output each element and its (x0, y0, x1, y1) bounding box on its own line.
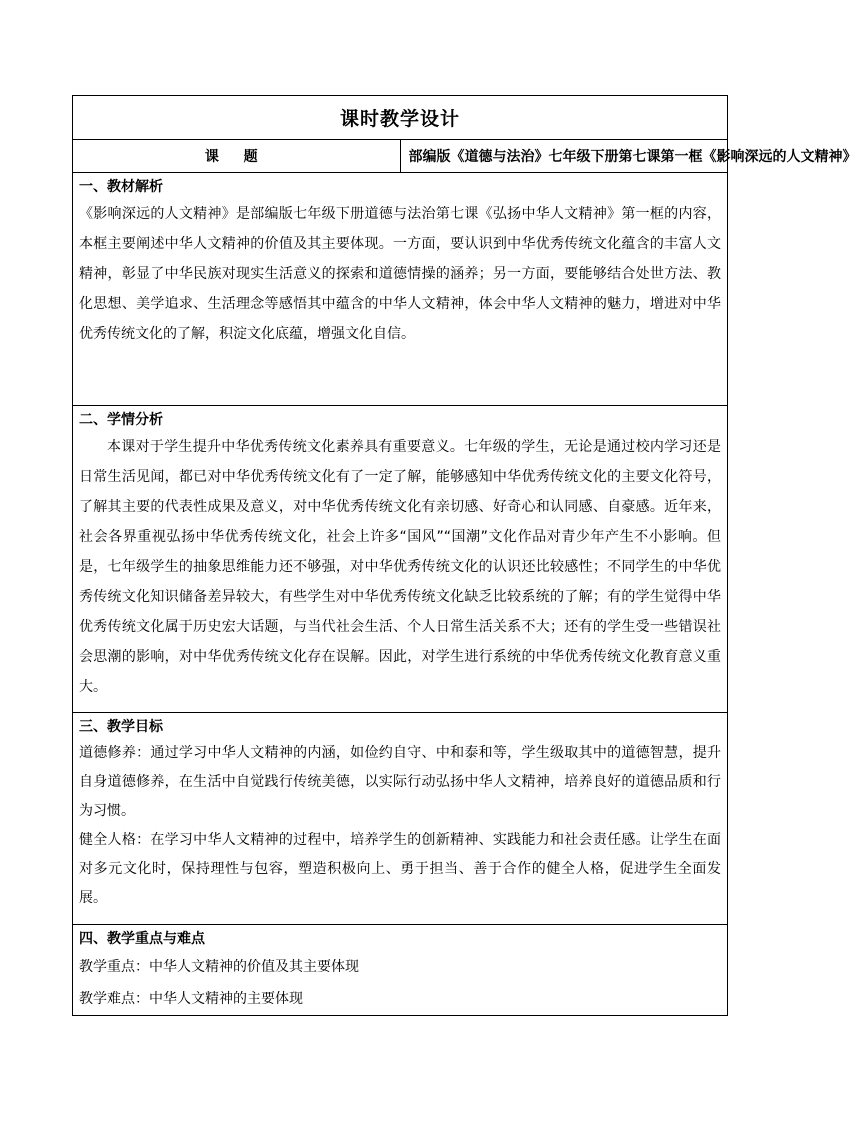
section-heading: 四、教学重点与难点 (79, 931, 205, 947)
section-heading: 一、教材解析 (79, 179, 163, 195)
lesson-plan-table (72, 95, 857, 1016)
section-paragraph: 《影响深远的人文精神》是部编版七年级下册道德与法治第七课《弘扬中华人文精神》第一框的内容，本框主要阐述中华人文精神的价值及其主要体现。一方面，要认识到中华优秀传统文化蕴含的丰富人文精神，彰显了中华民族对现实生活意义的探索和道德情操的涵养；另一方面，要能够结合处世方法、教化思想、美学追求、生活理念等感悟其中蕴含的中华人文精神，体会中华人文精神的魅力，增进对中华优秀传统文化的了解，积淀文化底蕴，增强文化自信。 (79, 206, 721, 342)
section-textbook-analysis (73, 173, 728, 406)
section-key-points (73, 925, 728, 1016)
key-point: 教学重点：中华人文精神的价值及其主要体现 (79, 959, 359, 975)
section-heading: 二、学情分析 (79, 412, 163, 428)
topic-label: 课 题 (73, 140, 401, 173)
document-title: 课时教学设计 (73, 96, 728, 140)
section-teaching-goals (73, 713, 728, 925)
lesson-plan-page (72, 95, 857, 1016)
goal-sound-personality: 健全人格：在学习中华人文精神的过程中，培养学生的创新精神、实践能力和社会责任感。让学生在面对多元文化时，保持理性与包容，塑造积极向上、勇于担当、善于合作的健全人格，促进学生全面发展。 (79, 832, 721, 906)
difficult-point: 教学难点：中华人文精神的主要体现 (79, 991, 303, 1007)
section-heading: 三、教学目标 (79, 719, 163, 735)
section-student-analysis (73, 406, 728, 713)
topic-value: 部编版《道德与法治》七年级下册第七课第一框《影响深远的人文精神》 (400, 140, 728, 173)
section-paragraph: 本课对于学生提升中华优秀传统文化素养具有重要意义。七年级的学生，无论是通过校内学习还是日常生活见闻，都已对中华优秀传统文化有了一定了解，能够感知中华优秀传统文化的主要文化符号，了解其主要的代表性成果及意义，对中华优秀传统文化有亲切感、好奇心和认同感、自豪感。近年来，社会各界重视弘扬中华优秀传统文化，社会上许多“国风”“国潮”文化作品对青少年产生不小影响。但是，七年级学生的抽象思维能力还不够强，对中华优秀传统文化的认识还比较感性；不同学生的中华优秀传统文化知识储备差异较大，有些学生对中华优秀传统文化缺乏比较系统的了解；有的学生觉得中华优秀传统文化属于历史宏大话题，与当代社会生活、个人日常生活关系不大；还有的学生受一些错误社会思潮的影响，对中华优秀传统文化存在误解。因此，对学生进行系统的中华优秀传统文化教育意义重大。 (79, 439, 721, 695)
goal-moral-cultivation: 道德修养：通过学习中华人文精神的内涵，如俭约自守、中和泰和等，学生级取其中的道德智慧，提升自身道德修养，在生活中自觉践行传统美德，以实际行动弘扬中华人文精神，培养良好的道德品质和行为习惯。 (79, 745, 721, 819)
